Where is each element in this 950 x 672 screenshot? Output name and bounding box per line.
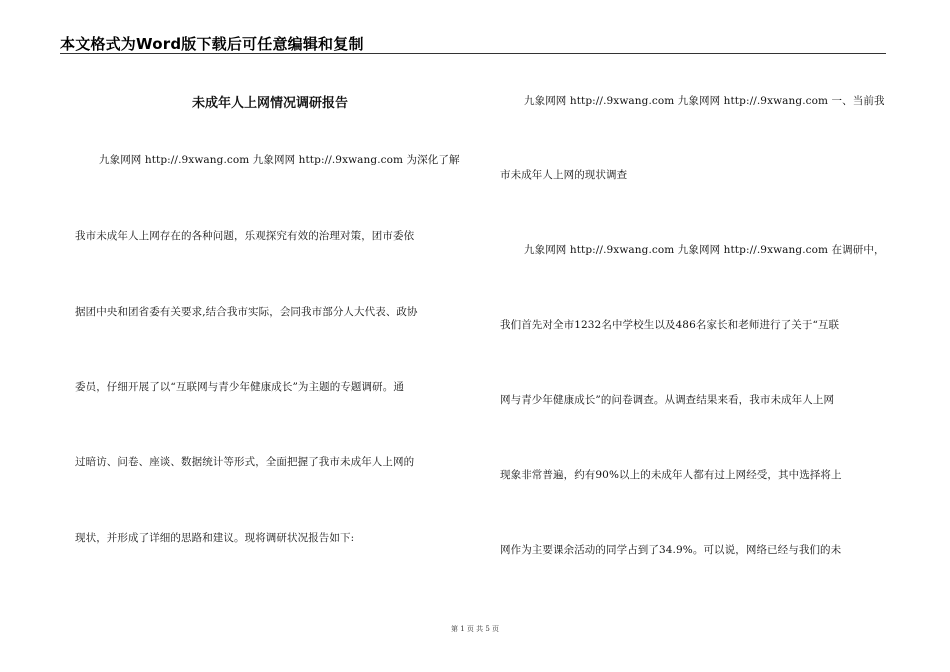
body-line: 九象网网 http://.9xwang.com 九象网网 http://.9xwang.com 在调研中， <box>524 244 885 256</box>
body-line: 现状，并形成了详细的思路和建议。现将调研状况报告如下: <box>75 532 355 544</box>
body-line: 网作为主要课余活动的同学占到了34.9%。可以说，网络已经与我们的未 <box>500 544 842 556</box>
section-heading-line: 市未成年人上网的现状调查 <box>500 169 628 181</box>
page-number: 第 1 页 共 5 页 <box>450 625 500 633</box>
body-line: 网与青少年健康成长”的问卷调查。从调查结果来看，我市未成年人上网 <box>500 394 835 406</box>
body-line: 九象网网 http://.9xwang.com 九象网网 http://.9xwang.com 为深化了解 <box>99 154 460 166</box>
banner-divider <box>60 53 886 54</box>
body-line: 我市未成年人上网存在的各种问题，乐观探究有效的治理对策，团市委依 <box>75 230 415 242</box>
report-title: 未成年人上网情况调研报告 <box>191 96 348 111</box>
body-line: 九象网网 http://.9xwang.com 九象网网 http://.9xwang.com 一、当前我 <box>524 95 885 107</box>
body-line: 我们首先对全市1232名中学校生以及486名家长和老师进行了关于“互联 <box>500 319 840 331</box>
body-line: 委员，仔细开展了以“互联网与青少年健康成长”为主题的专题调研。通 <box>75 381 404 393</box>
body-line: 现象非常普遍，约有90%以上的未成年人都有过上网经受，其中选择将上 <box>500 469 842 481</box>
document-banner: 本文格式为Word版下载后可任意编辑和复制 <box>60 35 364 53</box>
body-line: 过暗访、问卷、座谈、数据统计等形式，全面把握了我市未成年人上网的 <box>75 456 415 468</box>
body-line: 据团中央和团省委有关要求,结合我市实际，会同我市部分人大代表、政协 <box>75 306 418 318</box>
